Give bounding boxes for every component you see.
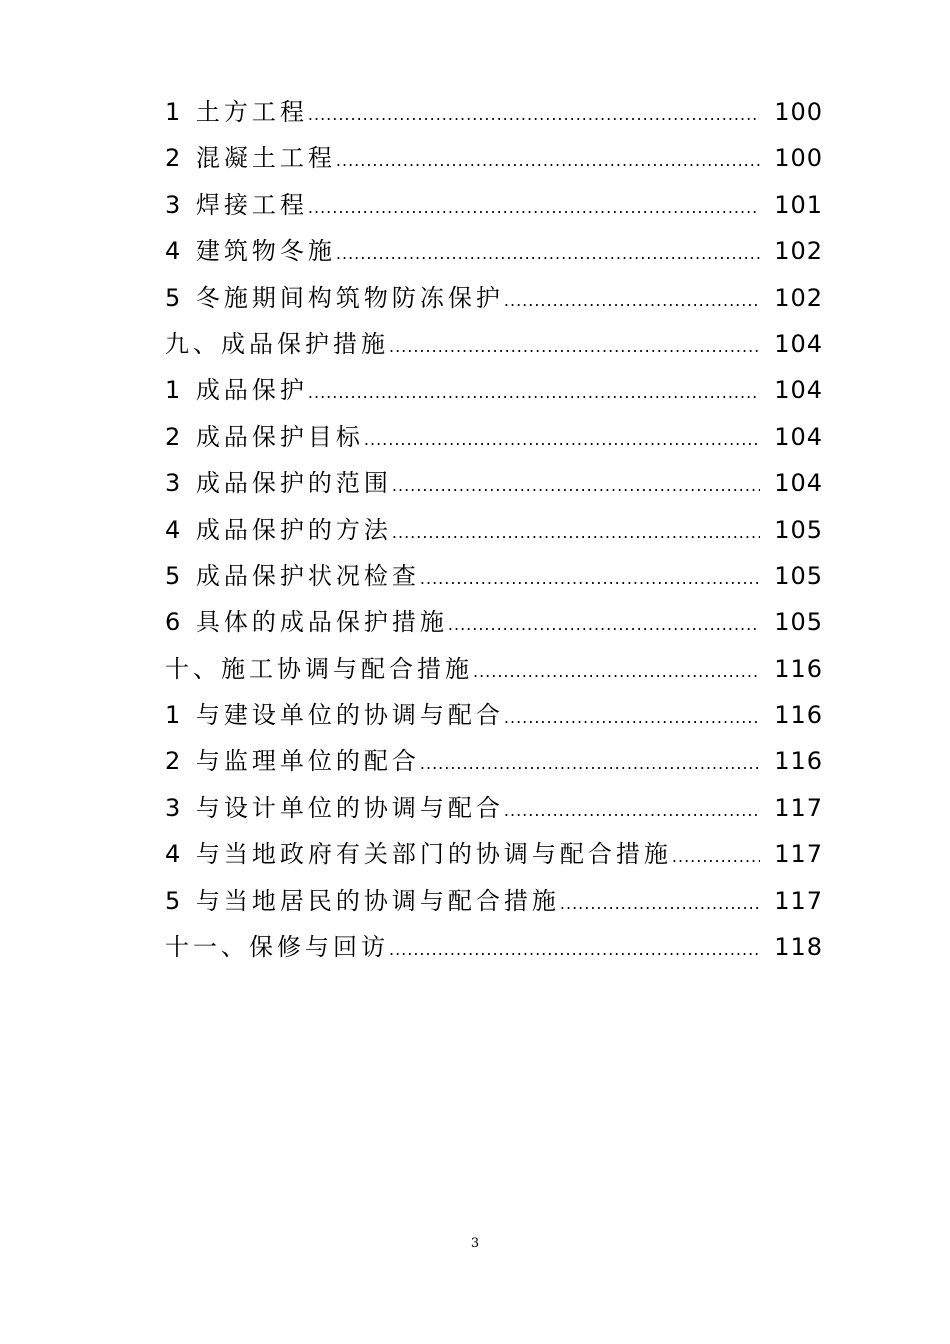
- toc-dot-leader: [560, 894, 760, 913]
- toc-entry-title: 九、成品保护措施: [165, 329, 389, 358]
- toc-entry-title: 3 成品保护的范围: [165, 469, 392, 498]
- toc-entry-title: 1 成品保护: [165, 376, 308, 405]
- toc-entry[interactable]: [165, 92, 823, 138]
- toc-dot-leader: [420, 569, 760, 588]
- toc-entry[interactable]: [165, 278, 823, 324]
- toc-entry-page: 116: [774, 654, 823, 683]
- toc-entry-title: 1 土方工程: [165, 98, 308, 126]
- toc-dot-leader: [392, 476, 760, 495]
- toc-entry[interactable]: [165, 231, 823, 277]
- toc-dot-leader: [672, 847, 760, 866]
- toc-dot-leader: [473, 662, 760, 681]
- toc-entry[interactable]: [165, 788, 823, 834]
- toc-entry-page: 105: [774, 608, 823, 637]
- toc-entry-title: 5 与当地居民的协调与配合措施: [165, 886, 560, 915]
- toc-entry-title: 5 成品保护状况检查: [165, 561, 420, 590]
- toc-entry-title: 十、施工协调与配合措施: [165, 654, 473, 683]
- toc-entry-title: 十一、保修与回访: [165, 933, 389, 962]
- toc-entry[interactable]: [165, 556, 823, 602]
- toc-dot-leader: [336, 151, 760, 170]
- toc-entry-page: 117: [774, 840, 823, 869]
- toc-entry-title: 4 与当地政府有关部门的协调与配合措施: [165, 840, 672, 869]
- toc-dot-leader: [308, 383, 760, 402]
- toc-entry-page: 105: [774, 515, 823, 544]
- toc-entry-title: 2 与监理单位的配合: [165, 747, 420, 776]
- toc-entry[interactable]: [165, 927, 823, 973]
- toc-entry[interactable]: [165, 695, 823, 741]
- toc-entry-page: 102: [774, 283, 823, 312]
- toc-entry-page: 104: [774, 469, 823, 498]
- toc-entry[interactable]: [165, 834, 823, 880]
- toc-entry-page: 100: [774, 144, 823, 173]
- toc-entry[interactable]: [165, 881, 823, 927]
- toc-entry-title: 2 混凝土工程: [165, 144, 336, 173]
- toc-entry-title: 4 成品保护的方法: [165, 515, 392, 544]
- toc-dot-leader: [389, 940, 760, 959]
- toc-entry-page: 101: [774, 190, 823, 219]
- toc-entry-page: 104: [774, 329, 823, 358]
- toc-dot-leader: [392, 523, 760, 542]
- table-of-contents: [165, 92, 823, 973]
- toc-entry[interactable]: [165, 463, 823, 509]
- toc-entry-page: 105: [774, 561, 823, 590]
- toc-entry-title: 4 建筑物冬施: [165, 237, 336, 266]
- toc-dot-leader: [448, 615, 760, 634]
- toc-entry[interactable]: [165, 649, 823, 695]
- toc-entry[interactable]: [165, 602, 823, 648]
- toc-entry[interactable]: [165, 510, 823, 556]
- toc-entry-page: 117: [774, 793, 823, 822]
- page-number: 3: [470, 1236, 480, 1251]
- toc-dot-leader: [504, 801, 760, 820]
- toc-entry[interactable]: [165, 324, 823, 370]
- toc-entry-page: 102: [774, 237, 823, 266]
- toc-dot-leader: [364, 430, 760, 449]
- toc-entry[interactable]: [165, 185, 823, 231]
- toc-dot-leader: [420, 754, 760, 773]
- toc-dot-leader: [504, 708, 760, 727]
- toc-entry-page: 116: [774, 701, 823, 730]
- toc-dot-leader: [389, 337, 760, 356]
- toc-entry-title: 2 成品保护目标: [165, 422, 364, 451]
- toc-entry-page: 100: [774, 98, 823, 126]
- toc-dot-leader: [336, 244, 760, 263]
- toc-entry-title: 3 焊接工程: [165, 190, 308, 219]
- toc-dot-leader: [504, 291, 760, 310]
- toc-entry-page: 104: [774, 376, 823, 405]
- toc-entry[interactable]: [165, 417, 823, 463]
- toc-entry-title: 1 与建设单位的协调与配合: [165, 701, 504, 730]
- toc-dot-leader: [308, 198, 760, 217]
- toc-entry[interactable]: [165, 741, 823, 787]
- toc-entry-title: 5 冬施期间构筑物防冻保护: [165, 283, 504, 312]
- toc-entry-page: 117: [774, 886, 823, 915]
- toc-entry[interactable]: [165, 138, 823, 184]
- toc-entry[interactable]: [165, 370, 823, 416]
- toc-entry-title: 3 与设计单位的协调与配合: [165, 793, 504, 822]
- toc-dot-leader: [308, 105, 760, 124]
- toc-entry-page: 118: [774, 933, 823, 962]
- toc-entry-page: 104: [774, 422, 823, 451]
- toc-entry-title: 6 具体的成品保护措施: [165, 608, 448, 637]
- toc-entry-page: 116: [774, 747, 823, 776]
